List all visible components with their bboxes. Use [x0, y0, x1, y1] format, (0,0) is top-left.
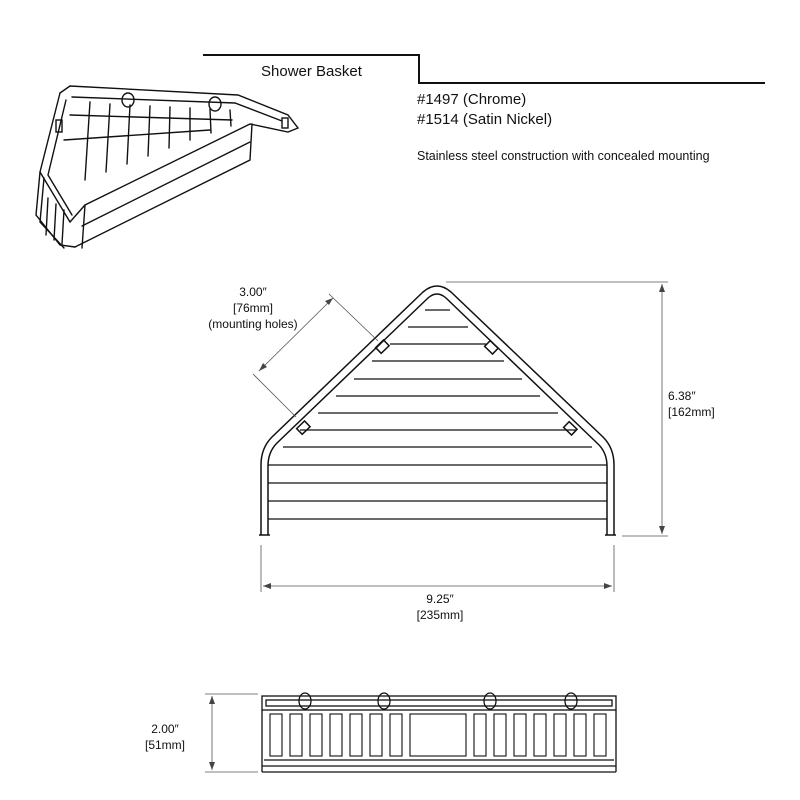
depth-dimension	[130, 721, 200, 753]
height-dimension	[668, 388, 728, 420]
sku-chrome: #1497 (Chrome)	[417, 91, 527, 108]
height-metric: [162mm]	[668, 405, 715, 419]
plan-bars	[268, 310, 607, 519]
height-imperial: 6.38″	[668, 389, 696, 403]
perspective-mount-1	[122, 93, 134, 107]
perspective-mount-2	[209, 97, 221, 111]
width-imperial: 9.25″	[426, 592, 454, 606]
dimension-arrows	[209, 284, 665, 770]
perspective-back-bars	[64, 102, 232, 180]
perspective-front-bars	[46, 198, 64, 244]
front-bars	[270, 714, 606, 756]
width-dimension	[380, 591, 500, 623]
mounting-holes-note: (mounting holes)	[208, 317, 298, 331]
depth-imperial: 2.00″	[151, 722, 179, 736]
plan-mount-hole-2	[485, 341, 498, 354]
mounting-holes-metric: [76mm]	[232, 301, 273, 315]
perspective-bracket-2	[282, 118, 288, 128]
product-description: Stainless steel construction with concealed mounting	[417, 149, 710, 163]
sku-satin-nickel: #1514 (Satin Nickel)	[417, 111, 553, 128]
plan-mount-hole-1	[376, 340, 389, 353]
width-metric: [235mm]	[416, 608, 464, 622]
mounting-holes-imperial: 3.00″	[239, 285, 267, 299]
depth-metric: [51mm]	[144, 738, 185, 752]
perspective-view	[36, 86, 298, 248]
dimension-lines	[205, 282, 668, 772]
mounting-holes-dimension	[188, 284, 318, 332]
front-view	[262, 693, 616, 772]
plan-mount-hole-4	[564, 422, 577, 435]
page-title: Shower Basket	[261, 63, 362, 80]
